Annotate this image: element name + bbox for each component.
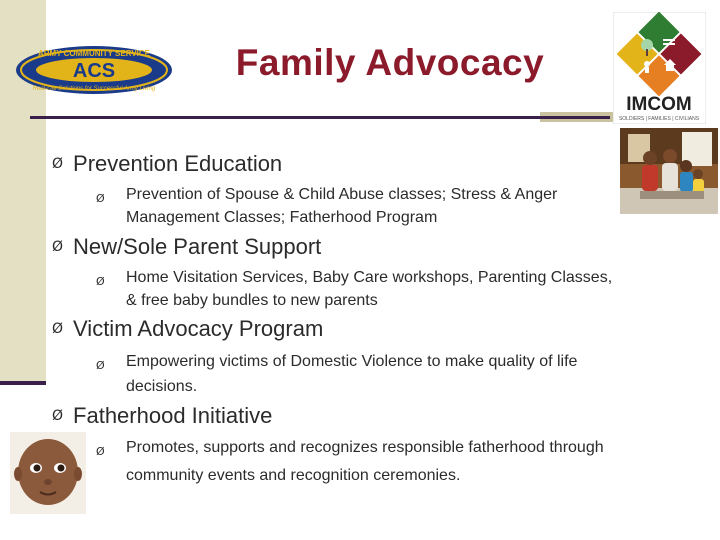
title-rule [30,116,610,119]
baby-photo [10,432,86,514]
bullet-heading: New/Sole Parent Support [73,234,322,259]
sub-bullet-text: Empowering victims of Domestic Violence to make quality of life decisions. [126,353,578,395]
bullet-arrow-icon: Ø [52,408,64,424]
bullet-prevention-education [52,151,282,177]
sub-bullet-arrow-icon: Ø [96,445,105,458]
sub-bullet-text: Prevention of Spouse & Child Abuse classes; Stress & Anger Management Classes; Fatherhood Program [126,186,558,226]
sub-bullet-arrow-icon: Ø [96,192,105,205]
sub-bullet-victim-advocacy-program [96,349,616,399]
imcom-logo [613,12,706,124]
bullet-heading: Prevention Education [73,151,283,176]
bullet-new-sole-parent-support [52,234,321,260]
acs-logo-letters: ACS [72,60,116,82]
imcom-logo-name: IMCOM [626,94,692,115]
imcom-logo-tagline: SOLDIERS | FAMILIES | CIVILIANS [618,116,700,122]
bullet-arrow-icon: Ø [52,239,64,255]
sub-bullet-text: Home Visitation Services, Baby Care workshops, Parenting Classes, & free baby bundles to new parents [126,269,613,309]
sub-bullet-fatherhood-initiative [96,434,666,490]
acs-logo-top-text: ARMY COMMUNITY SERVICE [37,49,151,58]
sub-bullet-prevention-education [96,183,616,229]
acs-logo [14,44,174,96]
sub-bullet-new-sole-parent-support [96,266,616,312]
slide-title: Family Advocacy [235,42,545,83]
sub-bullet-arrow-icon: Ø [96,275,105,288]
bullet-victim-advocacy-program [52,316,323,342]
sub-bullet-text: Promotes, supports and recognizes responsible fatherhood through community events and recognition ceremonies. [126,439,604,484]
bullet-fatherhood-initiative [52,403,272,429]
bullet-heading: Fatherhood Initiative [73,403,273,428]
bullet-arrow-icon: Ø [52,156,64,172]
acs-logo-bottom-text: Real-Life Solutions for Successful Army Living [32,86,156,92]
bullet-arrow-icon: Ø [52,321,64,337]
bullet-heading: Victim Advocacy Program [73,316,324,341]
family-photo [620,128,718,214]
sub-bullet-arrow-icon: Ø [96,359,105,372]
